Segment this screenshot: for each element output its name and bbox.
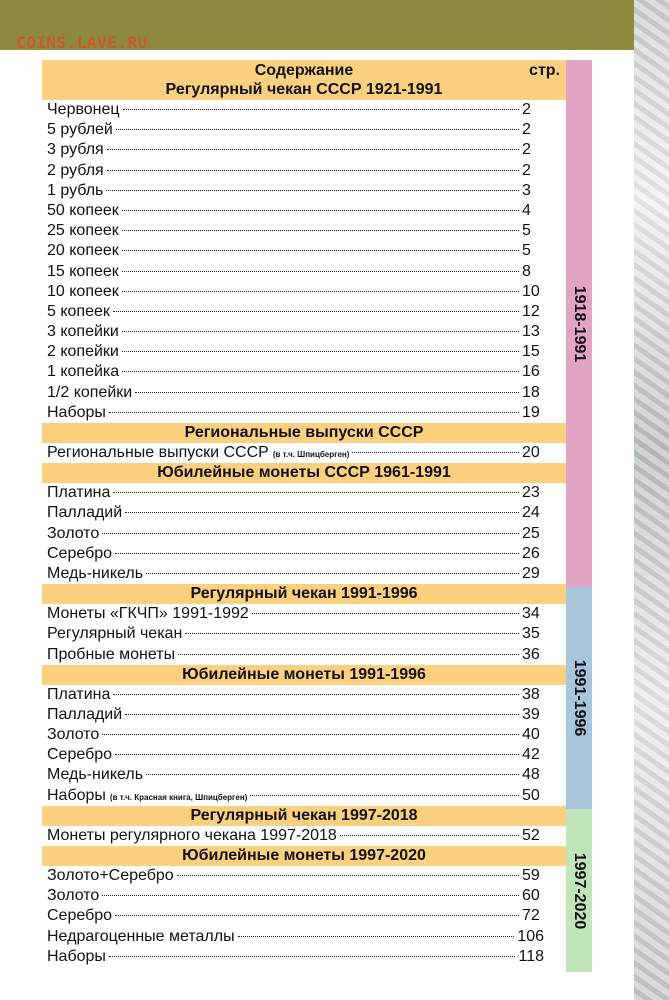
toc-entry[interactable]: [42, 262, 566, 282]
entry-page-number: 15: [522, 343, 540, 361]
dot-leader: [102, 533, 519, 534]
dot-leader: [107, 149, 519, 150]
dot-leader: [109, 412, 519, 413]
toc-entry[interactable]: [42, 201, 566, 221]
toc-sections: [42, 80, 566, 967]
toc-entry[interactable]: [42, 524, 566, 544]
entry-page-number: 25: [522, 524, 540, 542]
entry-label: Недрагоценные металлы: [47, 927, 235, 945]
dot-leader: [146, 774, 519, 775]
entry-label: Золото: [47, 887, 100, 905]
entry-label: Пробные монеты: [47, 645, 176, 663]
toc-entry[interactable]: [42, 786, 566, 806]
page-column-label: стр.: [529, 62, 560, 79]
toc-entry[interactable]: [42, 765, 566, 785]
toc-entry[interactable]: [42, 906, 566, 926]
toc-entry[interactable]: [42, 161, 566, 181]
section-heading: Регулярный чекан 1997-2018: [42, 806, 566, 826]
entry-page-number: 42: [522, 746, 540, 764]
entry-label: Монеты регулярного чекана 1997-2018: [47, 826, 337, 844]
toc-entry[interactable]: [42, 604, 566, 624]
entry-page-number: 16: [522, 363, 540, 381]
toc-entry[interactable]: [42, 483, 566, 503]
dot-leader: [122, 351, 519, 352]
toc-entry[interactable]: [42, 705, 566, 725]
dot-leader: [125, 714, 519, 715]
dot-leader: [115, 915, 519, 916]
entry-page-number: 26: [522, 544, 540, 562]
toc-entry[interactable]: [42, 403, 566, 423]
entry-page-number: 24: [522, 504, 540, 522]
toc-title: Содержание: [254, 62, 354, 79]
toc-entry[interactable]: [42, 140, 566, 160]
dot-leader: [122, 271, 519, 272]
toc-entry[interactable]: [42, 342, 566, 362]
entry-page-number: 19: [522, 403, 540, 421]
dot-leader: [115, 553, 519, 554]
entry-page-number: 13: [522, 323, 540, 341]
toc-entry[interactable]: [42, 645, 566, 665]
entry-page-number: 2: [522, 141, 531, 159]
entry-label: 10 копеек: [47, 282, 119, 300]
dot-leader: [122, 210, 519, 211]
entry-label: 15 копеек: [47, 262, 119, 280]
dot-leader: [238, 936, 515, 937]
entry-label: 50 копеек: [47, 201, 119, 219]
dot-leader: [122, 230, 519, 231]
entry-page-number: 36: [522, 645, 540, 663]
toc-entry[interactable]: [42, 100, 566, 120]
entry-page-number: 50: [522, 786, 540, 804]
period-tab-1991-1996: [566, 587, 592, 809]
section-heading: Регулярный чекан 1991-1996: [42, 584, 566, 604]
entry-label: 25 копеек: [47, 222, 119, 240]
entry-page-number: 2: [522, 121, 531, 139]
period-tab-1918-1991: [566, 60, 592, 587]
dot-leader: [113, 694, 519, 695]
toc-entry[interactable]: [42, 383, 566, 403]
dot-leader: [185, 633, 519, 634]
entry-page-number: 40: [522, 726, 540, 744]
entry-page-number: 8: [522, 262, 531, 280]
section-heading: Регулярный чекан СССР 1921-1991: [42, 80, 566, 100]
entry-page-number: 2: [522, 161, 531, 179]
entry-page-number: 59: [522, 867, 540, 884]
entry-page-number: 4: [522, 201, 531, 219]
toc-entry[interactable]: [42, 302, 566, 322]
entry-label: Золото: [47, 726, 100, 744]
entry-page-number: 48: [522, 766, 540, 784]
entry-label: Палладий: [47, 705, 123, 723]
entry-page-number: 20: [522, 444, 540, 461]
toc-entry[interactable]: [42, 120, 566, 140]
dot-leader: [116, 129, 519, 130]
entry-label: 5 копеек: [47, 302, 110, 320]
dot-leader: [178, 654, 519, 655]
entry-page-number: 72: [522, 907, 540, 925]
entry-page-number: 5: [522, 222, 531, 240]
entry-page-number: 12: [522, 302, 540, 320]
entry-label: Серебро: [47, 544, 113, 562]
entry-label: Монеты «ГКЧП» 1991-1992: [47, 605, 249, 623]
dot-leader: [252, 613, 519, 614]
dot-leader: [107, 170, 519, 171]
section-heading: Региональные выпуски СССР: [42, 423, 566, 443]
entry-label: 2 копейки: [47, 343, 119, 361]
dot-leader: [123, 109, 519, 110]
entry-label: Медь-никель: [47, 564, 144, 582]
entry-label: Наборы: [47, 786, 106, 804]
entry-label: Палладий: [47, 504, 123, 522]
dot-leader: [122, 331, 519, 332]
entry-label: Регулярный чекан: [47, 625, 183, 643]
dot-leader: [122, 250, 519, 251]
entry-page-number: 106: [517, 927, 544, 945]
toc-entry[interactable]: [42, 745, 566, 765]
toc-entry[interactable]: [42, 564, 566, 584]
entry-page-number: 23: [522, 484, 540, 502]
dot-leader: [340, 835, 519, 836]
dot-leader: [106, 190, 519, 191]
dot-leader: [352, 452, 519, 453]
entry-page-number: 18: [522, 383, 540, 401]
toc-entry[interactable]: [42, 624, 566, 644]
entry-label: Червонец: [47, 101, 120, 118]
period-label: 1991-1996: [571, 659, 588, 737]
dot-leader: [135, 392, 519, 393]
toc-header: [42, 60, 566, 80]
period-label: 1997-2020: [571, 852, 588, 929]
entry-label: 3 копейки: [47, 323, 119, 341]
toc-entry[interactable]: [42, 725, 566, 745]
dot-leader: [102, 895, 519, 896]
toc-entry[interactable]: [42, 947, 566, 967]
entry-label: Платина: [47, 484, 111, 502]
entry-label: Наборы: [47, 403, 106, 421]
entry-page-number: 34: [522, 605, 540, 623]
entry-label: Золото: [47, 524, 100, 542]
toc-entry[interactable]: [42, 886, 566, 906]
entry-label: Медь-никель: [47, 766, 144, 784]
section-heading: Юбилейные монеты СССР 1961-1991: [42, 463, 566, 483]
period-label: 1918-1991: [571, 285, 588, 362]
entry-page-number: 3: [522, 181, 531, 199]
entry-page-number: 52: [522, 826, 540, 844]
entry-note: (в т.ч. Красная книга, Шпицберген): [109, 792, 248, 802]
section-heading: Юбилейные монеты 1997-2020: [42, 846, 566, 866]
dot-leader: [250, 795, 519, 796]
entry-label: 1/2 копейки: [47, 383, 133, 401]
toc-entry[interactable]: [42, 362, 566, 382]
entry-label: Серебро: [47, 746, 113, 764]
toc-entry[interactable]: [42, 544, 566, 564]
dot-leader: [113, 492, 519, 493]
decorative-texture-strip: [634, 0, 669, 1000]
dot-leader: [177, 875, 519, 876]
entry-label: Наборы: [47, 947, 106, 965]
dot-leader: [102, 734, 519, 735]
dot-leader: [115, 754, 519, 755]
section-heading: Юбилейные монеты 1991-1996: [42, 665, 566, 685]
entry-label: 5 рублей: [47, 121, 113, 139]
entry-page-number: 2: [522, 101, 531, 118]
entry-label: Серебро: [47, 907, 113, 925]
entry-page-number: 39: [522, 705, 540, 723]
toc-entry[interactable]: [42, 181, 566, 201]
entry-page-number: 5: [522, 242, 531, 260]
period-tab-1997-2020: [566, 809, 592, 972]
toc-entry[interactable]: [42, 503, 566, 523]
entry-label: 1 копейка: [47, 363, 120, 381]
entry-label: 20 копеек: [47, 242, 119, 260]
entry-page-number: 35: [522, 625, 540, 643]
entry-label: Золото+Серебро: [47, 867, 174, 884]
entry-page-number: 38: [522, 685, 540, 703]
entry-page-number: 29: [522, 564, 540, 582]
entry-label: 3 рубля: [47, 141, 104, 159]
toc-entry[interactable]: [42, 685, 566, 705]
toc-entry[interactable]: [42, 826, 566, 846]
dot-leader: [122, 291, 519, 292]
dot-leader: [122, 371, 519, 372]
toc-entry[interactable]: [42, 221, 566, 241]
dot-leader: [109, 956, 516, 957]
toc-entry[interactable]: [42, 927, 566, 947]
toc-entry[interactable]: [42, 866, 566, 886]
entry-page-number: 60: [522, 887, 540, 905]
entry-label: Региональные выпуски СССР: [47, 444, 269, 461]
dot-leader: [113, 311, 519, 312]
dot-leader: [146, 573, 519, 574]
entry-note: (в т.ч. Шпицберген): [272, 450, 350, 459]
site-watermark: COINS.LAVE.RU: [16, 33, 148, 52]
entry-label: Платина: [47, 685, 111, 703]
entry-page-number: 10: [522, 282, 540, 300]
toc-entry[interactable]: [42, 282, 566, 302]
toc-entry[interactable]: [42, 241, 566, 261]
dot-leader: [125, 512, 519, 513]
toc-entry[interactable]: [42, 322, 566, 342]
entry-label: 2 рубля: [47, 161, 104, 179]
entry-label: 1 рубль: [47, 181, 104, 199]
toc-entry[interactable]: [42, 443, 566, 463]
table-of-contents: [42, 60, 566, 967]
entry-page-number: 118: [518, 947, 544, 965]
